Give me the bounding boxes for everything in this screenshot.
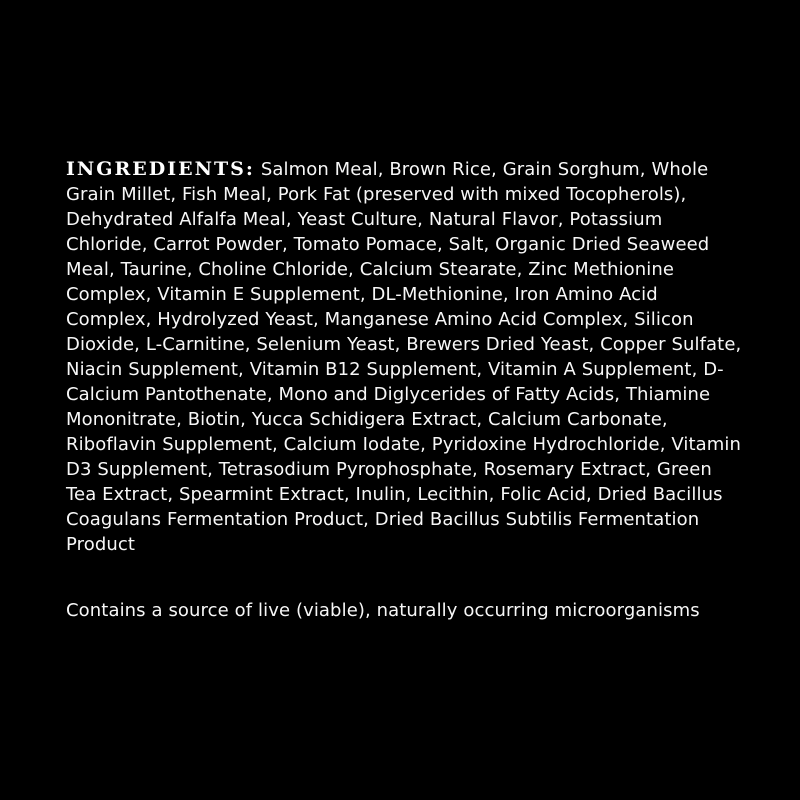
viability-note: Contains a source of live (viable), naturally occurring microorganisms xyxy=(66,600,700,621)
ingredients-list-text: Salmon Meal, Brown Rice, Grain Sorghum, Whole Grain Millet, Fish Meal, Pork Fat (preserved with mixed Tocopherols), Dehydrated Alfalfa Meal, Yeast Culture, Natural Flavor, Potassium Chloride, Carrot Powder, Tomato Pomace, Salt, Organic Dried Seaweed Meal, Taurine, Choline Chloride, Calcium Stearate, Zinc Methionine Complex, Vitamin E Supplement, DL-Methionine, Iron Amino Acid Complex, Hydrolyzed Yeast, Manganese Amino Acid Complex, Silicon Dioxide, L-Carnitine, Selenium Yeast, Brewers Dried Yeast, Copper Sulfate, Niacin Supplement, Vitamin B12 Supplement, Vitamin A Supplement, D-Calcium Pantothenate, Mono and Diglycerides of Fatty Acids, Thiamine Mononitrate, Biotin, Yucca Schidigera Extract, Calcium Carbonate, Riboflavin Supplement, Calcium Iodate, Pyridoxine Hydrochloride, Vitamin D3 Supplement, Tetrasodium Pyrophosphate, Rosemary Extract, Green Tea Extract, Spearmint Extract, Inulin, Lecithin, Folic Acid, Dried Bacillus Coagulans Fermentation Product, Dried Bacillus Subtilis Fermentation Product xyxy=(66,159,742,555)
ingredients-heading: INGREDIENTS: xyxy=(66,158,255,180)
ingredients-paragraph xyxy=(66,157,742,557)
